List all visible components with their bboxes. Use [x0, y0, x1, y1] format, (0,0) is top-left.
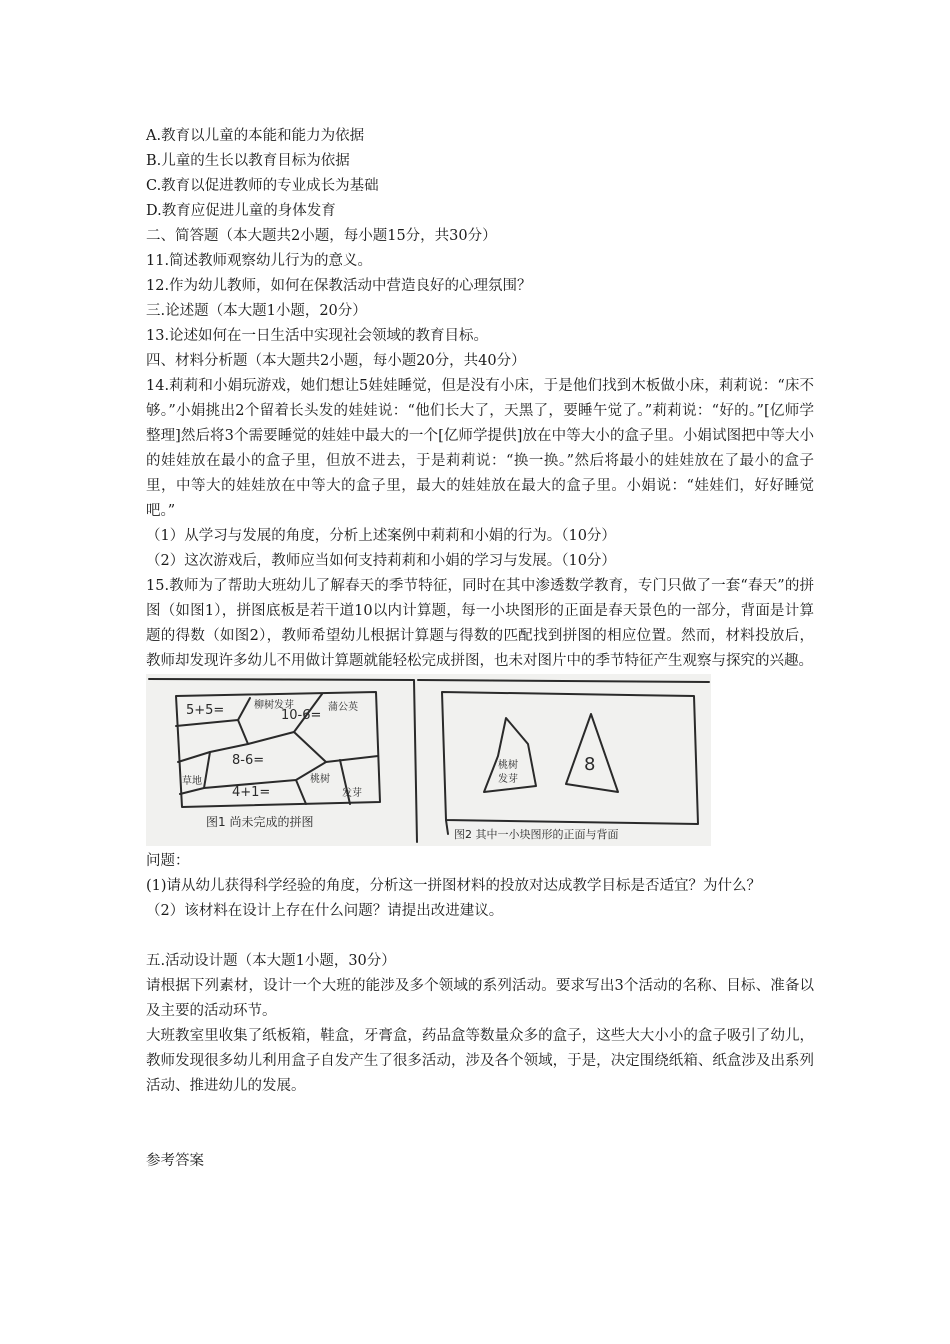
option-c: C.教育以促进教师的专业成长为基础 [146, 178, 379, 194]
section-4-heading: 四、材料分析题（本大题共2小题，每小题20分，共40分） [146, 353, 526, 369]
fig1-cell-text: 柳树发芽 [254, 700, 294, 711]
section-5-material: 大班教室里收集了纸板箱，鞋盒，牙膏盒，药品盒等数量众多的盒子，这些大大小小的盒子吸引了幼儿，教师发现很多幼儿利用盒子自发产生了很多活动，涉及各个领域，于是，决定围绕纸箱、纸盒涉及出系列活动、推进幼儿的发展。 [146, 1028, 814, 1094]
fig1-cell-text: 桃树 [310, 774, 330, 785]
fig1-cell-text: 发芽 [342, 788, 362, 799]
fig1-cell-text: 4+1= [232, 785, 271, 800]
section-5-prompt: 请根据下列素材，设计一个大班的能涉及多个领域的系列活动。要求写出3个活动的名称、目标、准备以及主要的活动环节。 [146, 978, 814, 1019]
questions-label: 问题： [146, 853, 190, 869]
spacer [146, 924, 814, 949]
puzzle-sketch-image [146, 674, 711, 846]
question-15: 15.教师为了帮助大班幼儿了解春天的季节特征，同时在其中渗透数学教育，专门只做了一套“春天”的拼图（如图1），拼图底板是若干道10以内计算题，每一小块图形的正面是春天景色的一部分，背面是计算题的得数（如图2），教师希望幼儿根据计算题与得数的匹配找到拼图的相应位置。然而，材料投放后，教师却发现许多幼儿不用做计算题就能轻松完成拼图，也未对图片中的季节特征产生观察与探究的兴趣。 [146, 578, 814, 669]
fig2-piece-text: 桃树 [498, 760, 518, 771]
fig1-cell-text: 5+5= [186, 703, 225, 718]
document-body [146, 124, 814, 1174]
question-12: 12.作为幼儿教师，如何在保教活动中营造良好的心理氛围？ [146, 278, 532, 294]
spacer [146, 1099, 814, 1149]
option-d: D.教育应促进儿童的身体发育 [146, 203, 336, 219]
question-11: 11.简述教师观察幼儿行为的意义。 [146, 253, 373, 269]
puzzle-figure [146, 674, 711, 846]
answers-heading: 参考答案 [146, 1153, 204, 1169]
question-14-part-2: （2）这次游戏后，教师应当如何支持莉莉和小娟的学习与发展。（10分） [146, 553, 616, 569]
fig1-cell-text: 蒲公英 [328, 702, 358, 713]
question-14-part-1: （1）从学习与发展的角度，分析上述案例中莉莉和小娟的行为。（10分） [146, 528, 616, 544]
fig1-cell-text: 8-6= [232, 753, 265, 768]
fig1-cell-text: 10-6= [281, 708, 322, 723]
option-b: B.儿童的生长以教育目标为依据 [146, 153, 350, 169]
question-15-part-1: (1)请从幼儿获得科学经验的角度，分析这一拼图材料的投放对达成教学目标是否适宜？为什么？ [146, 878, 762, 894]
section-2-heading: 二、简答题（本大题共2小题，每小题15分，共30分） [146, 228, 497, 244]
question-13: 13.论述如何在一日生活中实现社会领域的教育目标。 [146, 328, 489, 344]
question-14: 14.莉莉和小娟玩游戏，她们想让5娃娃睡觉，但是没有小床，于是他们找到木板做小床，莉莉说：“床不够。”小娟挑出2个留着长头发的娃娃说：“他们长大了，天黑了，要睡午觉了。”莉莉说：“好的。”[亿师学整理]然后将3个需要睡觉的娃娃中最大的一个[亿师学提供]放在中等大小的盒子里。小娟试图把中等大小的娃娃放在最小的盒子里，但放不进去，于是莉莉说：“换一换。”然后将最小的娃娃放在了最小的盒子里，中等大的娃娃放在中等大的盒子里，最大的娃娃放在最大的盒子里。小娟说：“娃娃们，好好睡觉吧。” [146, 378, 814, 519]
fig2-piece-number: 8 [584, 754, 596, 775]
option-a: A.教育以儿童的本能和能力为依据 [146, 128, 365, 144]
section-3-heading: 三.论述题（本大题1小题，20分） [146, 303, 367, 319]
fig2-piece-text: 发芽 [498, 774, 518, 785]
section-5-heading: 五.活动设计题（本大题1小题，30分） [146, 953, 396, 969]
question-15-part-2: （2）该材料在设计上存在什么问题？请提出改进建议。 [146, 903, 504, 919]
fig1-caption: 图1 尚未完成的拼图 [206, 815, 314, 829]
fig1-cell-text: 草地 [182, 776, 202, 787]
fig2-caption: 图2 其中一小块图形的正面与背面 [454, 828, 619, 841]
